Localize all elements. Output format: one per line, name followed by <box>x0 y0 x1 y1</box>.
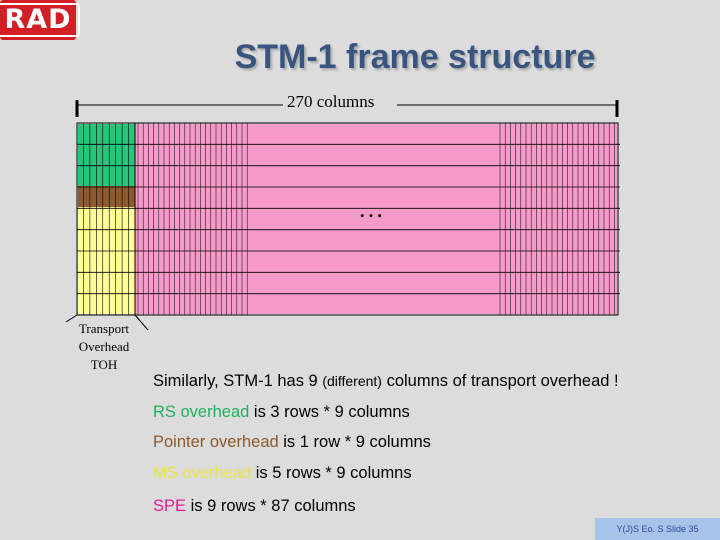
bullet-pointer <box>153 433 431 452</box>
logo-text: RAD <box>0 3 80 37</box>
bullet-ms <box>153 464 412 483</box>
line1-b: columns of transport overhead ! <box>381 372 619 390</box>
toh-line2: Overhead <box>78 339 130 354</box>
grid-lines <box>77 123 620 315</box>
spe-rest: is 9 rows * 87 columns <box>186 497 356 515</box>
line1-a: Similarly, STM-1 has 9 <box>153 372 323 390</box>
rs-overhead-block <box>78 124 135 186</box>
bullet-rs <box>153 403 410 422</box>
line1-small: (different) <box>322 373 382 389</box>
ellipsis: … <box>358 194 386 223</box>
rs-term: RS overhead <box>153 403 250 421</box>
ms-rest: is 5 rows * 9 columns <box>251 464 412 482</box>
ms-overhead-block <box>78 207 135 314</box>
bullet-spe <box>153 497 356 516</box>
bullet-line-1 <box>153 372 619 391</box>
rs-rest: is 3 rows * 9 columns <box>249 403 410 421</box>
toh-line1: Transport <box>78 321 130 336</box>
ms-term: MS overhead <box>153 464 252 482</box>
pointer-overhead-block <box>78 186 135 207</box>
toh-label <box>66 320 142 374</box>
slide-title: STM-1 frame structure <box>234 38 596 76</box>
pointer-rest: is 1 row * 9 columns <box>278 433 431 451</box>
toh-line3: TOH <box>90 357 118 372</box>
slide-number: Y(J)S Eo. S Slide 35 <box>595 518 720 540</box>
spe-term: SPE <box>153 497 187 515</box>
pointer-term: Pointer overhead <box>153 433 279 451</box>
columns-label: 270 columns <box>287 92 375 111</box>
